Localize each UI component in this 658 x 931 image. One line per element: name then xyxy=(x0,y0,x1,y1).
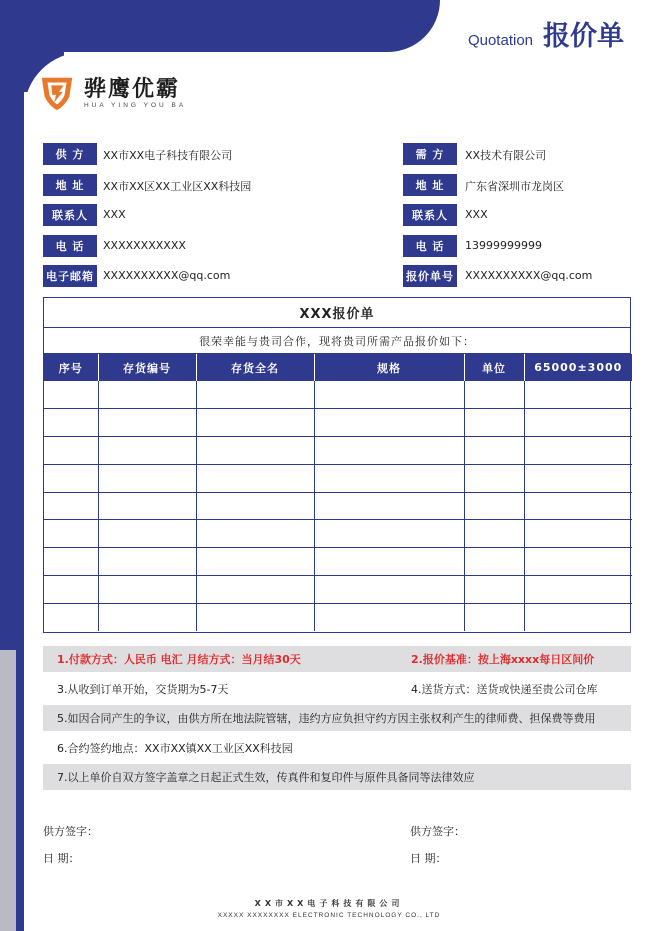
buyer-label: 需 方 xyxy=(403,143,457,165)
logo-name-chinese: 骅鹰优霸 xyxy=(84,76,181,102)
info-row-contact xyxy=(43,204,631,235)
table-row xyxy=(44,603,632,631)
table-cell[interactable] xyxy=(44,381,98,409)
table-cell[interactable] xyxy=(464,464,524,492)
table-cell[interactable] xyxy=(196,576,314,604)
table-cell[interactable] xyxy=(98,520,196,548)
table-cell[interactable] xyxy=(314,409,464,437)
table-cell[interactable] xyxy=(464,603,524,631)
table-cell[interactable] xyxy=(314,381,464,409)
buyer-value: XX技术有限公司 xyxy=(465,149,547,162)
column-header-spec: 规格 xyxy=(314,354,464,381)
table-header-row xyxy=(44,354,632,381)
buyer-date-label: 日 期： xyxy=(410,852,447,865)
table-cell[interactable] xyxy=(98,409,196,437)
supplier-contact-label: 联系人 xyxy=(43,204,97,226)
table-cell[interactable] xyxy=(196,409,314,437)
buyer-address-value: 广东省深圳市龙岗区 xyxy=(465,179,564,193)
hawk-shield-logo-icon xyxy=(38,74,76,112)
table-row xyxy=(44,576,632,604)
table-cell[interactable] xyxy=(314,576,464,604)
supplier-email-value: XXXXXXXXXX@qq.com xyxy=(103,269,231,282)
quote-intro: 很荣幸能与贵司合作，现将贵司所需产品报价如下： xyxy=(44,328,630,354)
supplier-value: XX市XX电子科技有限公司 xyxy=(103,149,233,162)
table-cell[interactable] xyxy=(196,381,314,409)
left-grey-band xyxy=(0,650,16,931)
table-row xyxy=(44,548,632,576)
table-cell[interactable] xyxy=(44,603,98,631)
info-row-address xyxy=(43,174,631,205)
table-row xyxy=(44,464,632,492)
table-cell[interactable] xyxy=(196,437,314,465)
quote-number-value: XXXXXXXXXX@qq.com xyxy=(465,269,593,282)
table-row xyxy=(44,437,632,465)
table-cell[interactable] xyxy=(314,520,464,548)
table-cell[interactable] xyxy=(314,464,464,492)
term-payment: 1.付款方式：人民币 电汇 月结方式：当月结30天 xyxy=(57,653,301,666)
table-cell[interactable] xyxy=(314,603,464,631)
table-cell[interactable] xyxy=(196,520,314,548)
table-cell[interactable] xyxy=(464,492,524,520)
table-cell[interactable] xyxy=(44,409,98,437)
table-cell[interactable] xyxy=(98,603,196,631)
table-cell[interactable] xyxy=(314,437,464,465)
table-row xyxy=(44,520,632,548)
supplier-contact-value: XXX xyxy=(103,208,126,221)
info-row-phone xyxy=(43,235,631,266)
table-cell[interactable] xyxy=(464,437,524,465)
term-row-1 xyxy=(43,646,631,672)
table-cell[interactable] xyxy=(98,437,196,465)
document-title xyxy=(468,14,624,53)
term-row-5 xyxy=(43,764,631,790)
term-delivery-time: 3.从收到订单开始，交货期为5-7天 xyxy=(57,682,229,696)
table-cell[interactable] xyxy=(98,381,196,409)
table-cell[interactable] xyxy=(464,576,524,604)
table-cell[interactable] xyxy=(464,520,524,548)
term-dispute: 5.如因合同产生的争议，由供方所在地法院管辖，违约方应负担守约方因主张权利产生的律师费、担保费等费用 xyxy=(57,712,596,725)
table-cell[interactable] xyxy=(314,548,464,576)
title-english: Quotation xyxy=(467,32,533,49)
table-row xyxy=(44,492,632,520)
table-cell[interactable] xyxy=(44,548,98,576)
table-row xyxy=(44,381,632,409)
buyer-phone-label: 电 话 xyxy=(403,235,457,257)
table-cell[interactable] xyxy=(44,464,98,492)
table-cell[interactable] xyxy=(524,520,632,548)
supplier-address-value: XX市XX区XX工业区XX科技园 xyxy=(103,179,252,193)
table-cell[interactable] xyxy=(524,492,632,520)
supplier-email-label: 电子邮箱 xyxy=(43,265,97,287)
title-chinese: 报价单 xyxy=(543,21,624,52)
supplier-address-label: 地 址 xyxy=(43,174,97,196)
term-signing-place: 6.合约签约地点：XX市XX镇XX工业区XX科技园 xyxy=(57,741,293,755)
table-cell[interactable] xyxy=(98,548,196,576)
table-cell[interactable] xyxy=(464,381,524,409)
column-header-unit: 单位 xyxy=(464,354,524,381)
buyer-address-label: 地 址 xyxy=(403,174,457,196)
table-cell[interactable] xyxy=(464,548,524,576)
term-row-2 xyxy=(43,676,631,702)
top-blue-band xyxy=(0,0,440,52)
info-row-email xyxy=(43,265,631,296)
term-row-4 xyxy=(43,735,631,761)
quote-title: XXX报价单 xyxy=(44,298,630,328)
table-cell[interactable] xyxy=(524,548,632,576)
table-cell[interactable] xyxy=(524,381,632,409)
supplier-label: 供 方 xyxy=(43,143,97,165)
quote-number-label: 报价单号 xyxy=(403,265,457,287)
table-cell[interactable] xyxy=(98,576,196,604)
table-cell[interactable] xyxy=(524,409,632,437)
left-accent-bar xyxy=(0,640,24,648)
term-delivery-method: 4.送货方式：送货或快递至贵公司仓库 xyxy=(411,682,598,696)
table-cell[interactable] xyxy=(196,603,314,631)
term-effectiveness: 7.以上单价自双方签字盖章之日起正式生效，传真件和复印件与原件具备同等法律效应 xyxy=(57,771,475,784)
supplier-phone-label: 电 话 xyxy=(43,235,97,257)
term-row-3 xyxy=(43,705,631,731)
buyer-phone-value: 13999999999 xyxy=(465,238,542,252)
party-info xyxy=(43,143,631,296)
logo-name-english: HUA YING YOU BA xyxy=(84,101,187,109)
footer-company-chinese: XX市XX电子科技有限公司 xyxy=(254,899,404,908)
buyer-signature-label: 供方签字： xyxy=(410,825,465,838)
table-cell[interactable] xyxy=(314,492,464,520)
column-header-price: 65000±3000 xyxy=(524,354,632,381)
table-cell[interactable] xyxy=(196,464,314,492)
items-table xyxy=(44,354,632,631)
term-price-basis: 2.报价基准：按上海xxxx每日区间价 xyxy=(411,653,595,666)
company-logo xyxy=(38,74,186,112)
table-cell[interactable] xyxy=(524,437,632,465)
column-header-name: 存货全名 xyxy=(196,354,314,381)
table-cell[interactable] xyxy=(524,464,632,492)
buyer-contact-label: 联系人 xyxy=(403,204,457,226)
column-header-code: 存货编号 xyxy=(98,354,196,381)
supplier-phone-value: XXXXXXXXXXX xyxy=(103,238,186,252)
table-cell[interactable] xyxy=(98,492,196,520)
table-cell[interactable] xyxy=(98,464,196,492)
info-row-party xyxy=(43,143,631,174)
column-header-index: 序号 xyxy=(44,354,98,381)
table-cell[interactable] xyxy=(44,492,98,520)
supplier-signature-label: 供方签字： xyxy=(43,825,98,838)
quote-table-box xyxy=(43,297,631,633)
table-row xyxy=(44,409,632,437)
supplier-date-label: 日 期： xyxy=(43,852,80,865)
table-cell[interactable] xyxy=(44,437,98,465)
terms-list xyxy=(43,646,631,794)
buyer-contact-value: XXX xyxy=(465,208,488,221)
table-cell[interactable] xyxy=(44,576,98,604)
table-cell[interactable] xyxy=(524,576,632,604)
table-cell[interactable] xyxy=(196,492,314,520)
table-cell[interactable] xyxy=(524,603,632,631)
table-cell[interactable] xyxy=(464,409,524,437)
footer-company-english: XXXXX XXXXXXXX ELECTRONIC TECHNOLOGY CO., LTD xyxy=(217,912,441,919)
table-cell[interactable] xyxy=(196,548,314,576)
items-table-body xyxy=(44,381,632,631)
table-cell[interactable] xyxy=(44,520,98,548)
